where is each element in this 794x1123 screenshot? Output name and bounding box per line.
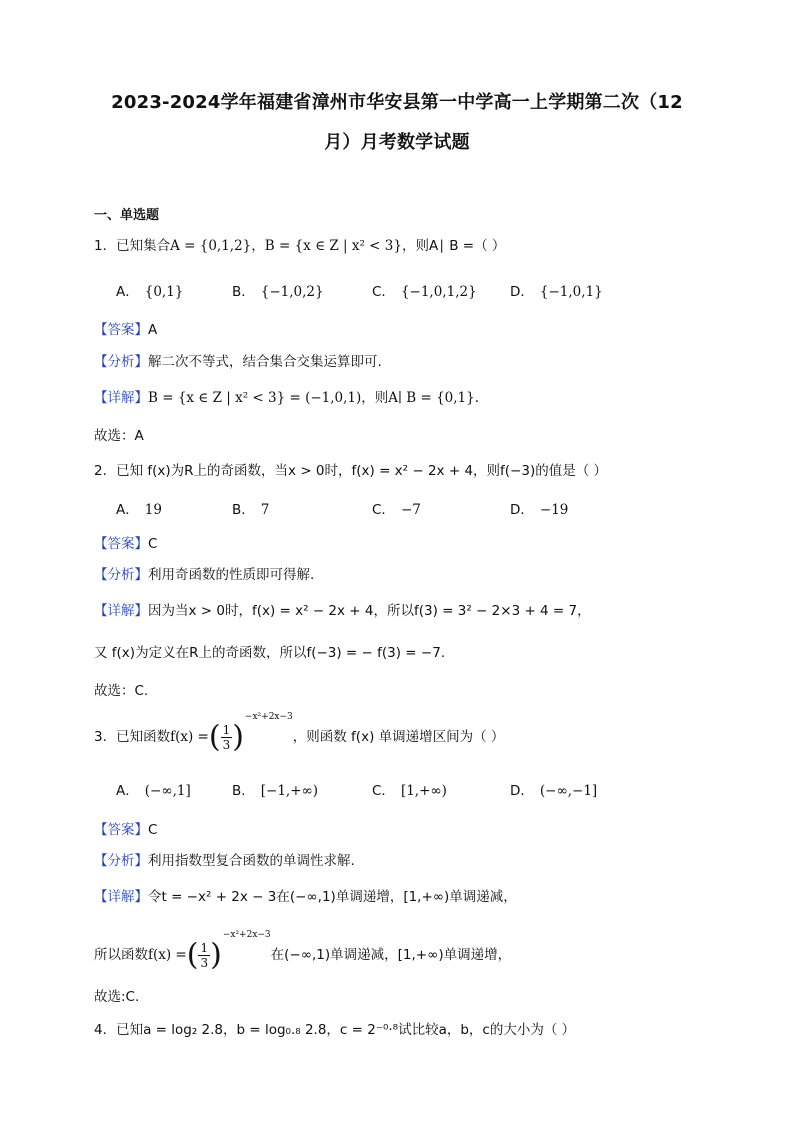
document-title-line-1: 2023-2024学年福建省漳州市华安县第一中学高一上学期第二次（12 [111, 92, 683, 113]
question-3-fraction: $\frac{1}{3}$ [222, 722, 231, 752]
section-heading-single-choice: 一、单选题 [94, 208, 160, 223]
question-2-detail-1: 【详解】因为当x > 0时，f(x) = x² − 2x + 4，所以f(3) = 3² − 2×3 + 4 = 7， [94, 603, 591, 619]
question-1-conclusion: 故选：A [94, 428, 144, 444]
question-2-option-c: C． −7 [372, 502, 421, 518]
question-3-stem: 3．已知函数f(x) =( $\frac{1}{3}$ )$^{-x^2+2x-3}$，则函数 f(x) 单调递增区间为（ ） [94, 712, 505, 755]
question-3-conclusion: 故选:C. [94, 989, 140, 1005]
question-1-analysis: 【分析】解二次不等式，结合集合交集运算即可. [94, 354, 382, 370]
question-3-option-c: C． [1,+∞) [372, 783, 447, 799]
question-3-exponent: −x²+2x−3 [244, 712, 293, 722]
question-3-detail-1: 【详解】令t = −x² + 2x − 3在(−∞,1)单调递增，[1,+∞)单调递减， [94, 889, 517, 905]
question-1-option-c: C． {−1,0,1,2} [372, 284, 477, 300]
detail-tag: 【详解】 [94, 390, 148, 406]
question-1-option-a: A． {0,1} [116, 284, 184, 300]
question-3-detail-2: 所以函数f(x) =( $\frac{1}{3}$ )$^{-x^2+2x-3}$在(−∞,1)单调递减，[1,+∞)单调递增， [94, 930, 512, 973]
question-1-set-a: A = {0,1,2} [170, 238, 252, 254]
question-2-stem: 2．已知 f(x)为R上的奇函数，当x > 0时，f(x) = x² − 2x + 4，则f(−3)的值是（ ） [94, 463, 608, 479]
question-1-ask: ，则A∣ B =（ ） [401, 238, 506, 254]
question-2-option-d: D． −19 [510, 502, 569, 518]
question-2-answer: 【答案】C [94, 536, 158, 552]
question-2-analysis: 【分析】利用奇函数的性质即可得解. [94, 567, 315, 583]
question-3-option-b: B． [−1,+∞) [232, 783, 319, 799]
question-1-option-b: B． {−1,0,2} [232, 284, 324, 300]
document-title-line-2: 月）月考数学试题 [324, 132, 470, 153]
question-1-sep: ， [251, 238, 265, 254]
question-4-stem: 4．已知a = log₂ 2.8，b = log₀.₈ 2.8，c = 2⁻⁰·⁸试比较a，b，c的大小为（ ） [94, 1022, 576, 1038]
question-2-detail-2: 又 f(x)为定义在R上的奇函数，所以f(−3) = − f(3) = −7. [94, 645, 446, 661]
question-1-option-d: D． {−1,0,1} [510, 284, 603, 300]
question-3-option-d: D． (−∞,−1] [510, 783, 598, 799]
answer-tag: 【答案】 [94, 322, 148, 338]
question-1-detail: 【详解】B = {x ∈ Z | x² < 3} = (−1,0,1)，则A∣ B = {0,1}. [94, 390, 480, 406]
question-1-prefix: 1．已知集合 [94, 238, 171, 254]
question-3-analysis: 【分析】利用指数型复合函数的单调性求解. [94, 853, 355, 869]
question-1-stem [94, 234, 505, 254]
question-3-answer: 【答案】C [94, 822, 158, 838]
question-1-answer: 【答案】A [94, 322, 158, 338]
question-2-conclusion: 故选：C. [94, 683, 149, 699]
question-2-option-a: A． 19 [116, 502, 162, 518]
question-1-set-b: B = {x ∈ Z | x² < 3} [264, 238, 402, 254]
question-2-option-b: B． 7 [232, 502, 270, 518]
question-3-option-a: A． (−∞,1] [116, 783, 191, 799]
analysis-tag: 【分析】 [94, 354, 148, 370]
